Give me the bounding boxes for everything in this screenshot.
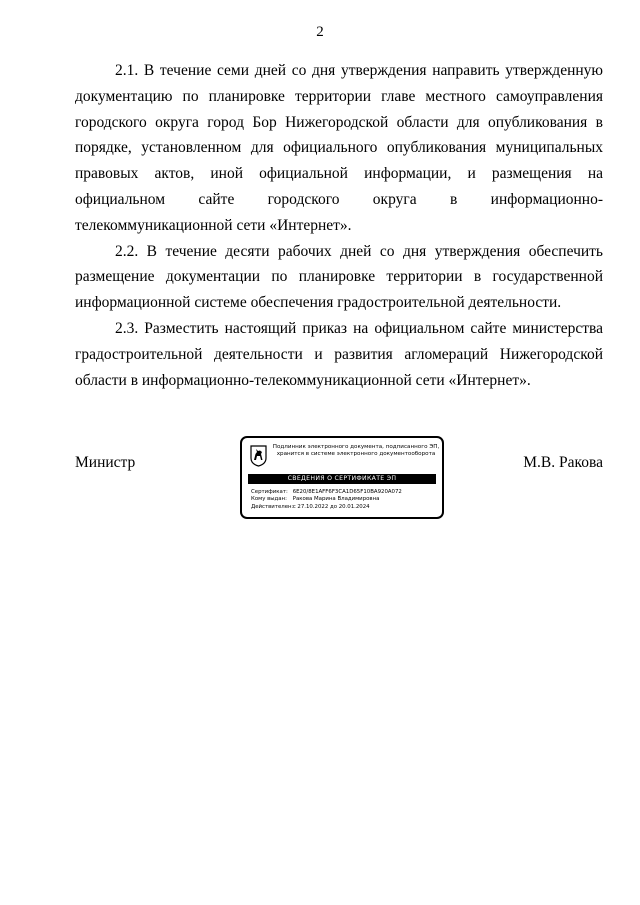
stamp-banner: СВЕДЕНИЯ О СЕРТИФИКАТЕ ЭП bbox=[248, 474, 436, 484]
stamp-header-line: хранится в системе электронного документооборота bbox=[276, 451, 436, 457]
signer-title: Министр bbox=[75, 454, 136, 471]
certificate-label: Сертификат: bbox=[251, 489, 288, 495]
page-number: 2 bbox=[316, 24, 324, 40]
stamp-header-line: Подлинник электронного документа, подписанного ЭП, bbox=[272, 444, 440, 450]
validity-row bbox=[251, 504, 437, 511]
electronic-signature-stamp bbox=[240, 436, 444, 519]
certificate-value: 6E20/8E1AFF6F3CA1D65F10BA920A072 bbox=[292, 489, 402, 495]
signer-name: М.В. Ракова bbox=[523, 454, 603, 471]
paragraph-2-1: 2.1. В течение семи дней со дня утверждения направить утвержденную документацию по планировке территории главе местного самоуправления городского округа город Бор Нижегородской области для опубликования в порядке, установленном для официального опубликования муниципальных правовых актов, иной официальной информации, и размещения на официальном сайте городского округа в информационно-телекоммуникационной сети «Интернет». bbox=[75, 62, 603, 234]
stamp-header bbox=[272, 444, 440, 458]
paragraph-2-3: 2.3. Разместить настоящий приказ на официальном сайте министерства градостроительной деятельности и развития агломераций Нижегородской области в информационно-телекоммуникационной сети «Интернет». bbox=[75, 319, 603, 389]
document-body bbox=[75, 58, 603, 393]
owner-row bbox=[251, 496, 437, 503]
paragraph-2-2: 2.2. В течение десяти рабочих дней со дня утверждения обеспечить размещение документации по планировке территории в государственной информационной системе обеспечения градостроительной деятельности. bbox=[75, 242, 603, 312]
validity-label: Действителен: bbox=[251, 503, 294, 510]
signature-block bbox=[75, 436, 603, 524]
owner-value: Ракова Марина Владимировна bbox=[292, 496, 380, 503]
stamp-details bbox=[251, 489, 437, 511]
coat-of-arms-icon bbox=[250, 445, 267, 467]
certificate-row bbox=[251, 489, 437, 496]
validity-value: с 27.10.2022 до 20.01.2024 bbox=[292, 503, 370, 510]
owner-label: Кому выдан: bbox=[251, 496, 287, 503]
